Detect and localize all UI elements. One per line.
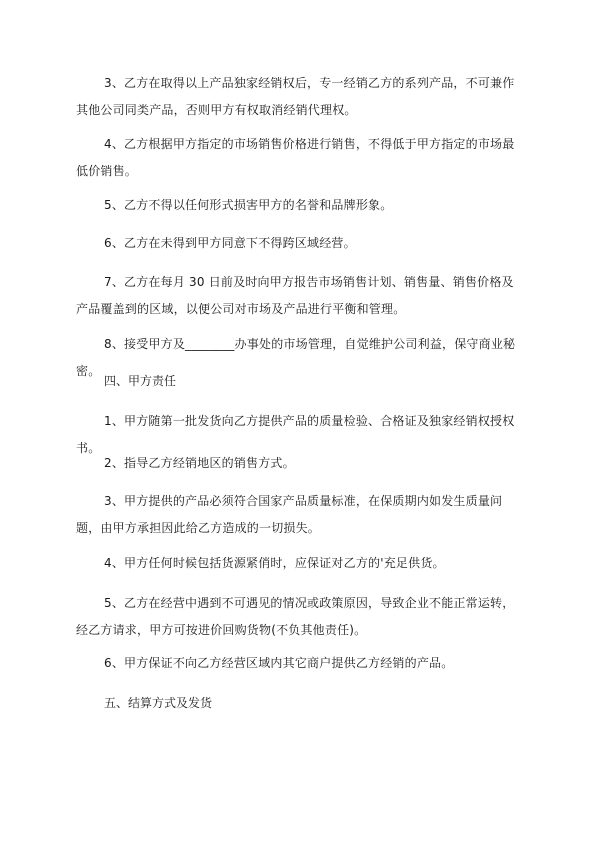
paragraph-6: 6、乙方在未得到甲方同意下不得跨区域经营。 xyxy=(104,236,356,250)
section-four-item-5: 5、乙方在经营中遇到不可遇见的情况或政策原因，导致企业不能正常运转，经乙方请求，甲方可按进价回购货物(不负其他责任)。 xyxy=(76,596,515,637)
section-four-item-4: 4、甲方任何时候包括货源紧俏时，应保证对乙方的'充足供货。 xyxy=(104,556,445,570)
paragraph-5: 5、乙方不得以任何形式损害甲方的名誉和品牌形象。 xyxy=(104,198,393,212)
section-four-item-2: 2、指导乙方经销地区的销售方式。 xyxy=(104,456,295,470)
section-four-item-1: 1、甲方随第一批发货向乙方提供产品的质量检验、合格证及独家经销权授权书。 xyxy=(76,414,515,455)
section-five-title: 五、结算方式及发货 xyxy=(104,696,213,710)
paragraph-4: 4、乙方根据甲方指定的市场销售价格进行销售，不得低于甲方指定的市场最低价销售。 xyxy=(76,137,515,178)
section-four-item-3: 3、甲方提供的产品必须符合国家产品质量标准，在保质期内如发生质量问题，由甲方承担因此给乙方造成的一切损失。 xyxy=(76,494,503,535)
section-four-title: 四、甲方责任 xyxy=(104,374,177,388)
paragraph-3: 3、乙方在取得以上产品独家经销权后，专一经销乙方的系列产品，不可兼作其他公司同类产品，否则甲方有权取消经销代理权。 xyxy=(76,76,515,117)
paragraph-7: 7、乙方在每月 30 日前及时向甲方报告市场销售计划、销售量、销售价格及产品覆盖到的区域，以便公司对市场及产品进行平衡和管理。 xyxy=(76,275,514,316)
section-four-item-6: 6、甲方保证不向乙方经营区域内其它商户提供乙方经销的产品。 xyxy=(104,656,454,670)
paragraph-8: 8、接受甲方及________办事处的市场管理，自觉维护公司利益，保守商业秘密。 xyxy=(76,337,516,378)
